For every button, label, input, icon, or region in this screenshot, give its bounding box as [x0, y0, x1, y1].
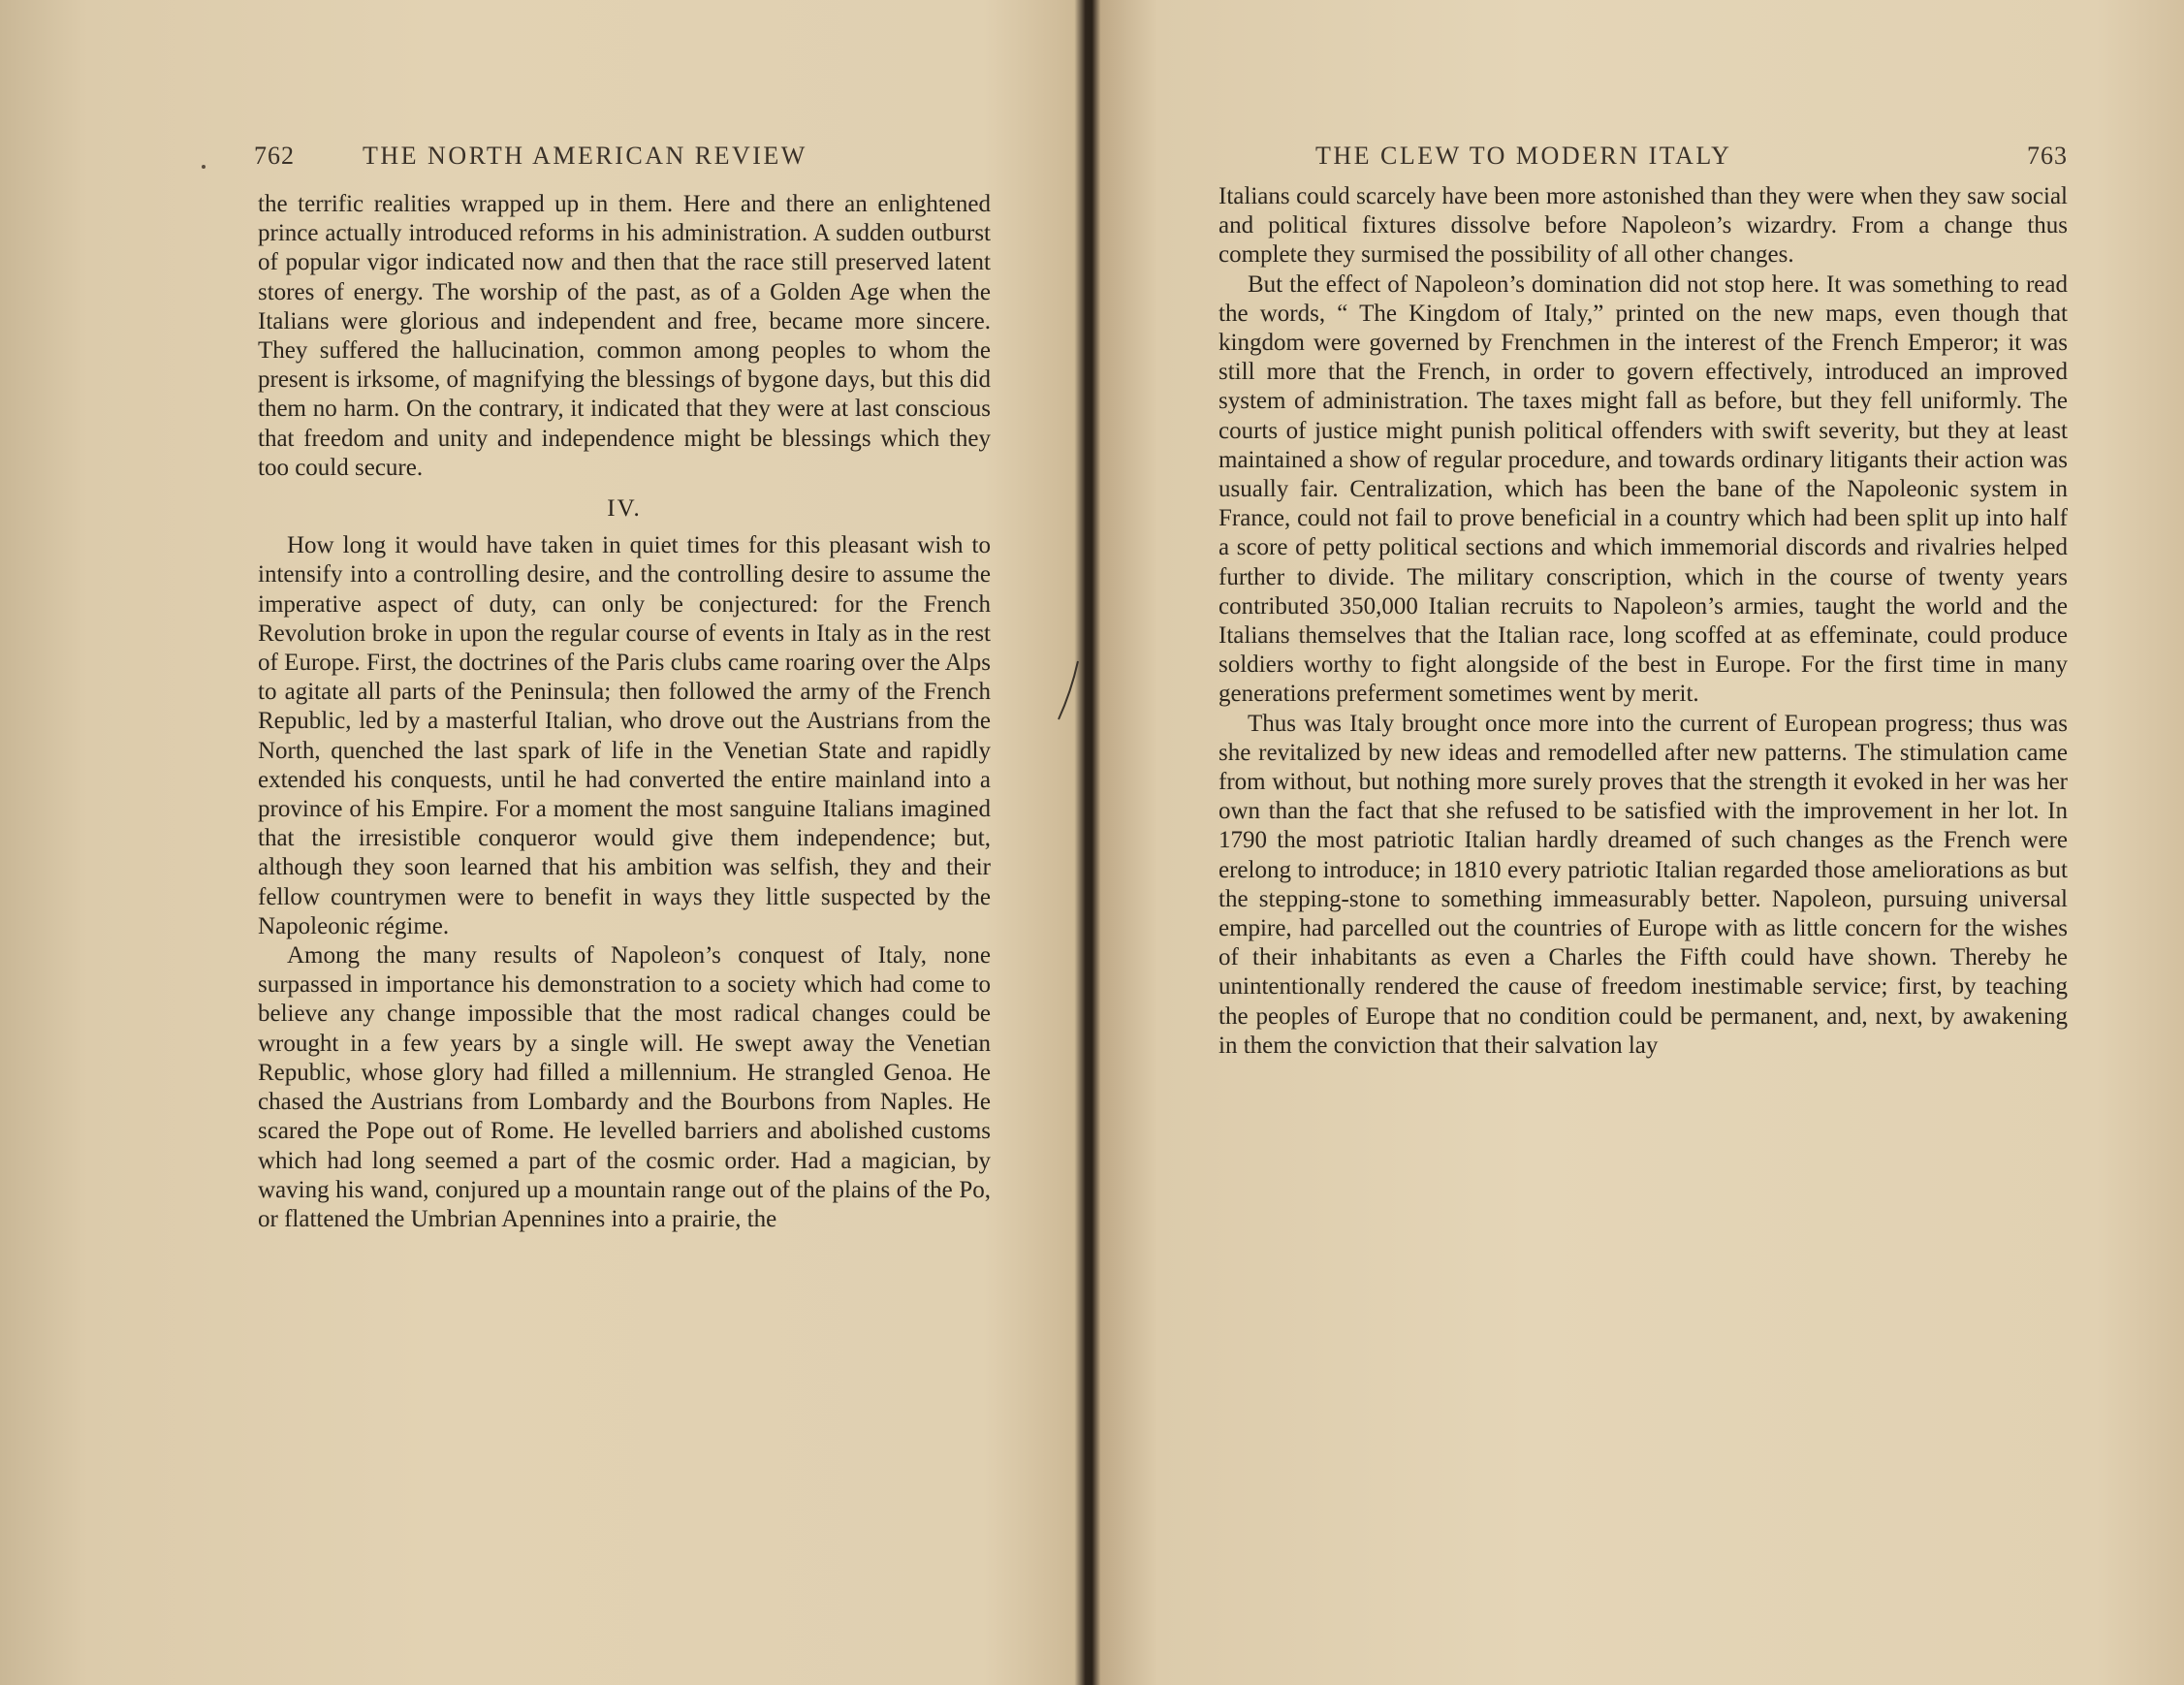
- ink-dot: [202, 165, 206, 169]
- right-page: [1092, 0, 2184, 1685]
- right-page-number: 763: [2027, 142, 2068, 170]
- left-paragraph-3: Among the many results of Napoleon’s conquest of Italy, none surpassed in importance his demonstration to a society which had come to believe any change impossible that the most radical changes could be wrought in a few years by a single will. He swept away the Venetian Republic, whose glory had filled a millennium. He strangled Genoa. He chased the Austrians from Lombardy and the Bourbons from Naples. He scared the Pope out of Rome. He levelled barriers and abolished customs which had long seemed a part of the cosmic order. Had a magician, by waving his wand, conjured up a mountain range out of the plains of the Po, or flattened the Umbrian Apennines into a prairie, the: [258, 942, 991, 1232]
- right-running-title: THE CLEW TO MODERN ITALY: [1315, 142, 1732, 170]
- left-page-number: 762: [254, 142, 295, 170]
- right-body-text: [1219, 182, 2068, 1061]
- left-paragraph-2: How long it would have taken in quiet times for this pleasant wish to intensify into a controlling desire, and the controlling desire to assume the imperative aspect of duty, can only be conjectured: for the French Revolution broke in upon the regular course of events in Italy as in the rest of Europe. First, the doctrines of the Paris clubs came roaring over the Alps to agitate all parts of the Peninsula; then followed the army of the French Republic, led by a masterful Italian, who drove out the Austrians from the North, quenched the last spark of life in the Venetian State and rapidly extended his conquests, until he had converted the entire mainland into a province of his Empire. For a moment the most sanguine Italians imagined that the irresistible conqueror would give them independence; but, although they soon learned that his ambition was selfish, they and their fellow countrymen were to benefit in ways they little suspected by the Napoleonic régime.: [258, 532, 991, 939]
- left-body-text: [258, 190, 991, 1234]
- section-heading: IV.: [607, 495, 642, 523]
- right-paragraph-3: Thus was Italy brought once more into the current of European progress; thus was she revitalized by new ideas and remodelled after new patterns. The stimulation came from without, but nothing more surely proves that the strength it evoked in her was her own than the fact that she refused to be satisfied with the improvement in her lot. In 1790 the most patriotic Italian hardly dreamed of such changes as the French were erelong to introduce; in 1810 every patriotic Italian regarded those ameliorations as but the stepping-stone to something immeasurably better. Napoleon, pursuing universal empire, had parcelled out the countries of Europe with as little concern for the wishes of their inhabitants as even a Charles the Fifth could have shown. Thereby he unintentionally rendered the cause of freedom inestimable service; first, by teaching the peoples of Europe that no condition could be permanent, and, next, by awakening in them the conviction that their salvation lay: [1219, 710, 2068, 1059]
- left-paragraph-1: the terrific realities wrapped up in them. Here and there an enlightened prince actually introduced reforms in his administration. A sudden outburst of popular vigor indicated now and then that the race still preserved latent stores of energy. The worship of the past, as of a Golden Age when the Italians were glorious and independent and free, became more sincere. They suffered the hallucination, common among peoples to whom the present is irksome, of magnifying the blessings of bygone days, but this did them no harm. On the contrary, it indicated that they were at last conscious that freedom and unity and independence might be blessings which they too could secure.: [258, 191, 991, 481]
- pencil-mark-icon: [1055, 659, 1084, 721]
- right-paragraph-1: Italians could scarcely have been more astonished than they were when they saw social and political fixtures dissolve before Napoleon’s wizardry. From a change thus complete they surmised the possibility of all other changes.: [1219, 183, 2068, 269]
- left-running-title: THE NORTH AMERICAN REVIEW: [363, 142, 807, 170]
- right-paragraph-2: But the effect of Napoleon’s domination did not stop here. It was something to read the words, “ The Kingdom of Italy,” printed on the new maps, even though that kingdom were governed by Frenchmen in the interest of the French Emperor; it was still more that the French, in order to govern effectively, introduced an improved system of administration. The taxes might fall as before, but they fell uniformly. The courts of justice might punish political offenders with swift severity, but they at least maintained a show of regular procedure, and towards ordinary litigants their action was usually fair. Centralization, which has been the bane of the Napoleonic system in France, could not fail to prove beneficial in a country which had been split up into half a score of petty political sections and which immemorial discords and rivalries helped further to divide. The military conscription, which in the course of twenty years contributed 350,000 Italian recruits to Napoleon’s armies, taught the world and the Italians themselves that the Italian race, long scoffed at as effeminate, could produce soldiers worthy to fight alongside of the best in Europe. For the first time in many generations preferment sometimes went by merit.: [1219, 270, 2068, 708]
- left-page: [0, 0, 1084, 1685]
